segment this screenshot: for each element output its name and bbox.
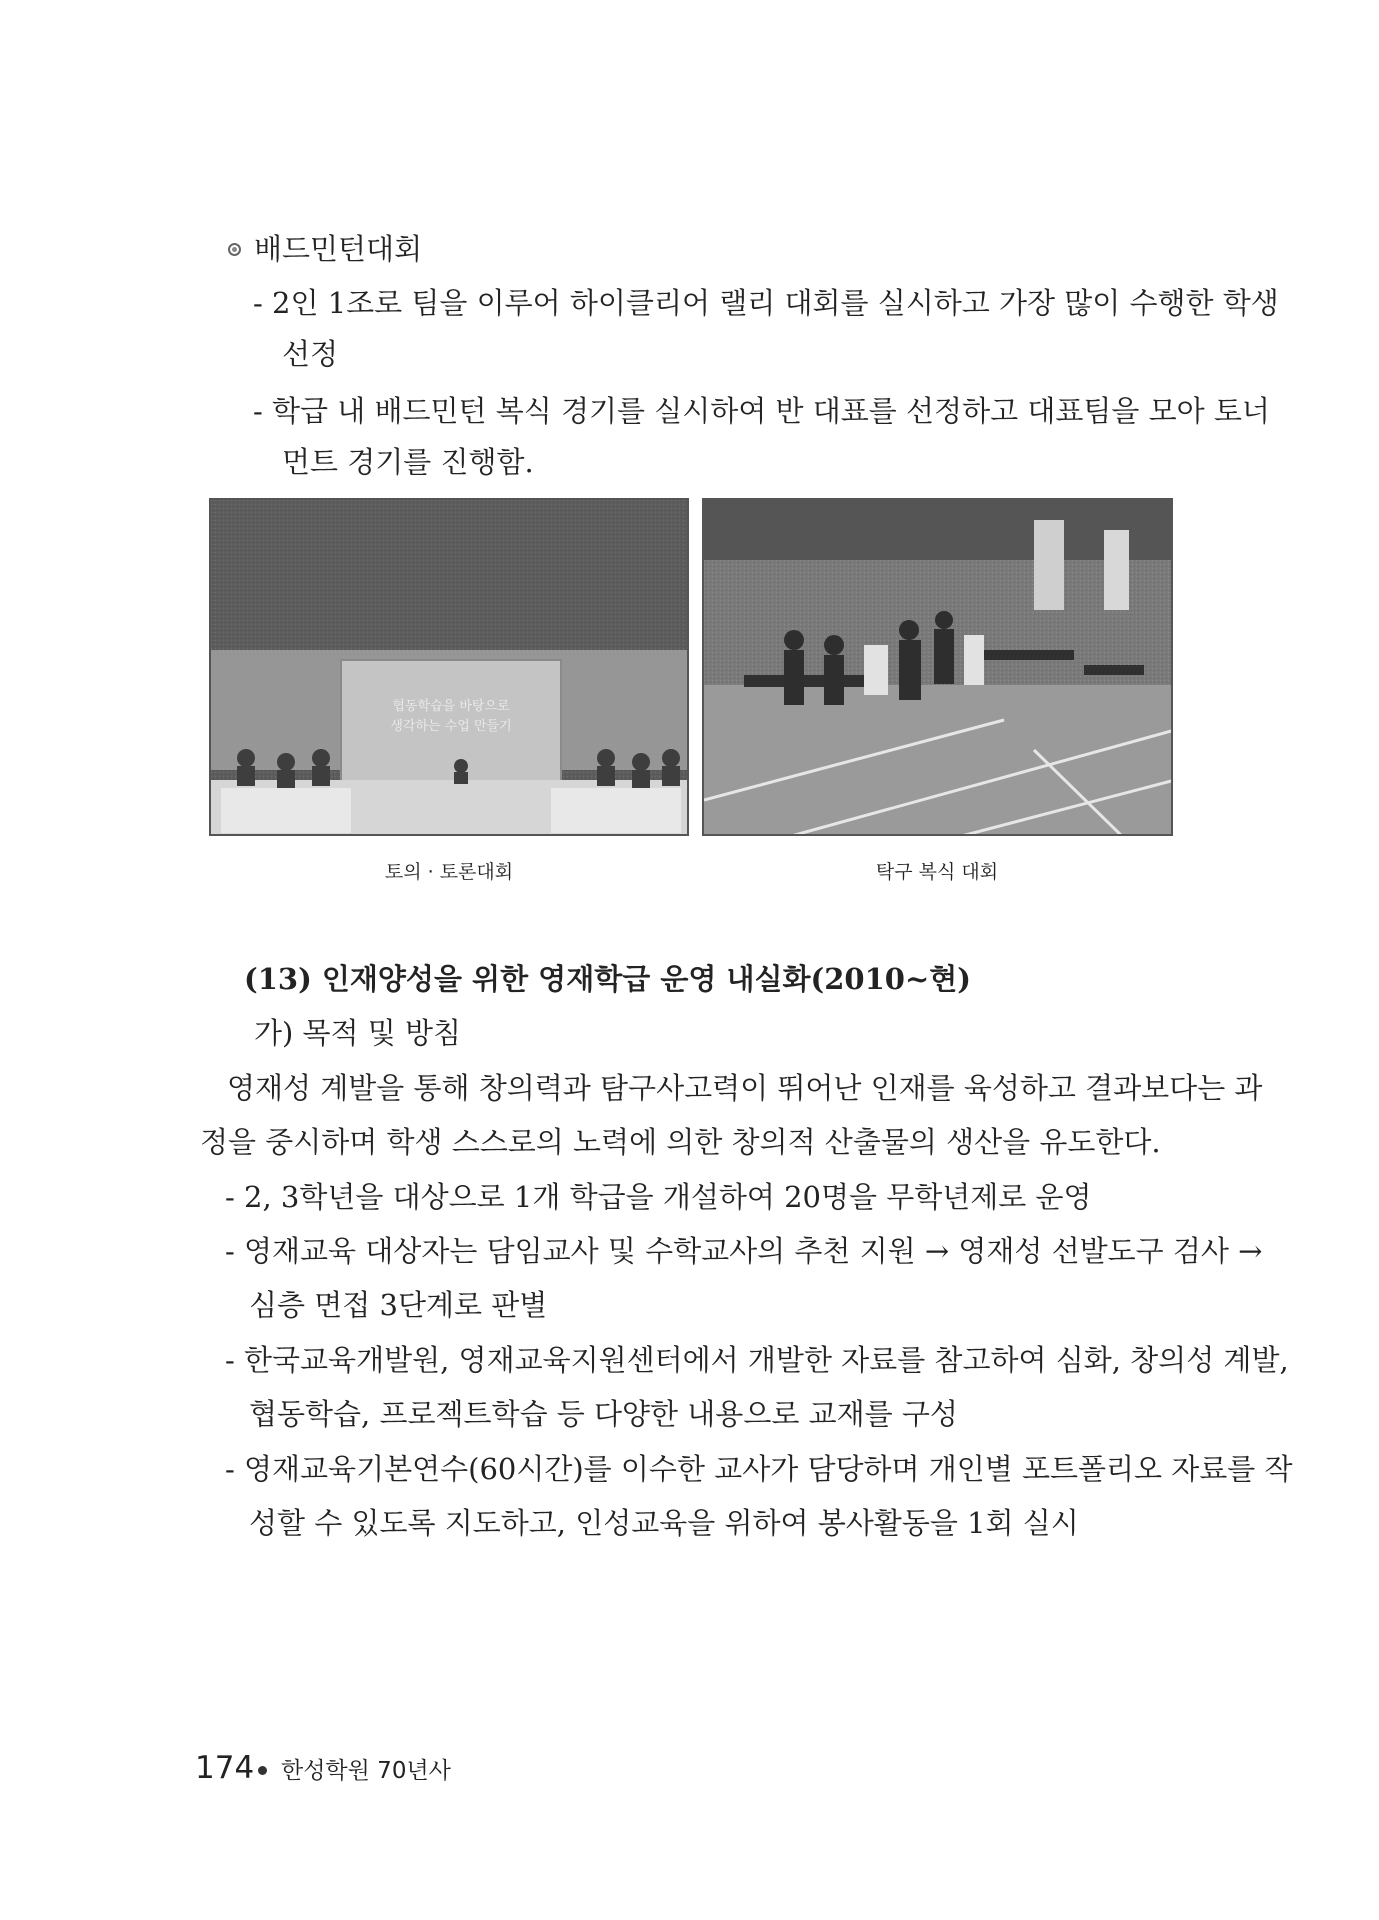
list-item-1: - 2, 3학년을 대상으로 1개 학급을 개설하여 20명을 무학년제로 운영	[225, 1180, 1092, 1214]
screen-line-2: 생각하는 수업 만들기	[390, 719, 512, 734]
paragraph-line-2: 정을 중시하며 학생 스스로의 노력에 의한 창의적 산출물의 생산을 유도한다.	[200, 1125, 1161, 1159]
debate-contest-image	[211, 500, 689, 836]
screen-line-1: 협동학습을 바탕으로	[392, 699, 510, 714]
list-item-4-cont: 성할 수 있도록 지도하고, 인성교육을 위하여 봉사활동을 1회 실시	[249, 1506, 1079, 1540]
table-tennis-caption: 탁구 복식 대회	[875, 861, 999, 883]
badminton-line-1: - 2인 1조로 팀을 이루어 하이클리어 랠리 대회를 실시하고 가장 많이 수행한 학생	[253, 286, 1279, 320]
book-title: 한성학원 70년사	[281, 1758, 451, 1784]
section-13-heading: (13) 인재양성을 위한 영재학급 운영 내실화(2010~현)	[244, 962, 971, 996]
list-item-3-cont: 협동학습, 프로젝트학습 등 다양한 내용으로 교재를 구성	[249, 1397, 958, 1431]
page-number: 174	[195, 1750, 255, 1786]
paragraph-line-1: 영재성 계발을 통해 창의력과 탐구사고력이 뛰어난 인재를 육성하고 결과보다는 과	[227, 1071, 1263, 1105]
list-item-3: - 한국교육개발원, 영재교육지원센터에서 개발한 자료를 참고하여 심화, 창의성 계발,	[225, 1343, 1289, 1377]
bullet-icon	[228, 243, 241, 256]
list-item-2-cont: 심층 면접 3단계로 판별	[249, 1288, 548, 1322]
table-tennis-image	[704, 500, 1173, 836]
badminton-title: 배드민턴대회	[254, 232, 423, 266]
badminton-line-2: 선정	[282, 337, 339, 371]
badminton-line-4: 먼트 경기를 진행함.	[282, 445, 534, 479]
debate-contest-photo	[209, 498, 689, 836]
table-tennis-photo	[702, 498, 1173, 836]
badminton-line-3: - 학급 내 배드민턴 복식 경기를 실시하여 반 대표를 선정하고 대표팀을 모아 토너	[253, 394, 1270, 428]
footer-dot-icon	[258, 1766, 267, 1775]
list-item-2: - 영재교육 대상자는 담임교사 및 수학교사의 추천 지원 → 영재성 선발도구 검사 →	[225, 1234, 1263, 1268]
section-13-subheading: 가) 목적 및 방침	[254, 1016, 462, 1050]
debate-caption: 토의 · 토론대회	[384, 861, 514, 883]
list-item-4: - 영재교육기본연수(60시간)를 이수한 교사가 담당하며 개인별 포트폴리오 자료를 작	[225, 1452, 1293, 1486]
